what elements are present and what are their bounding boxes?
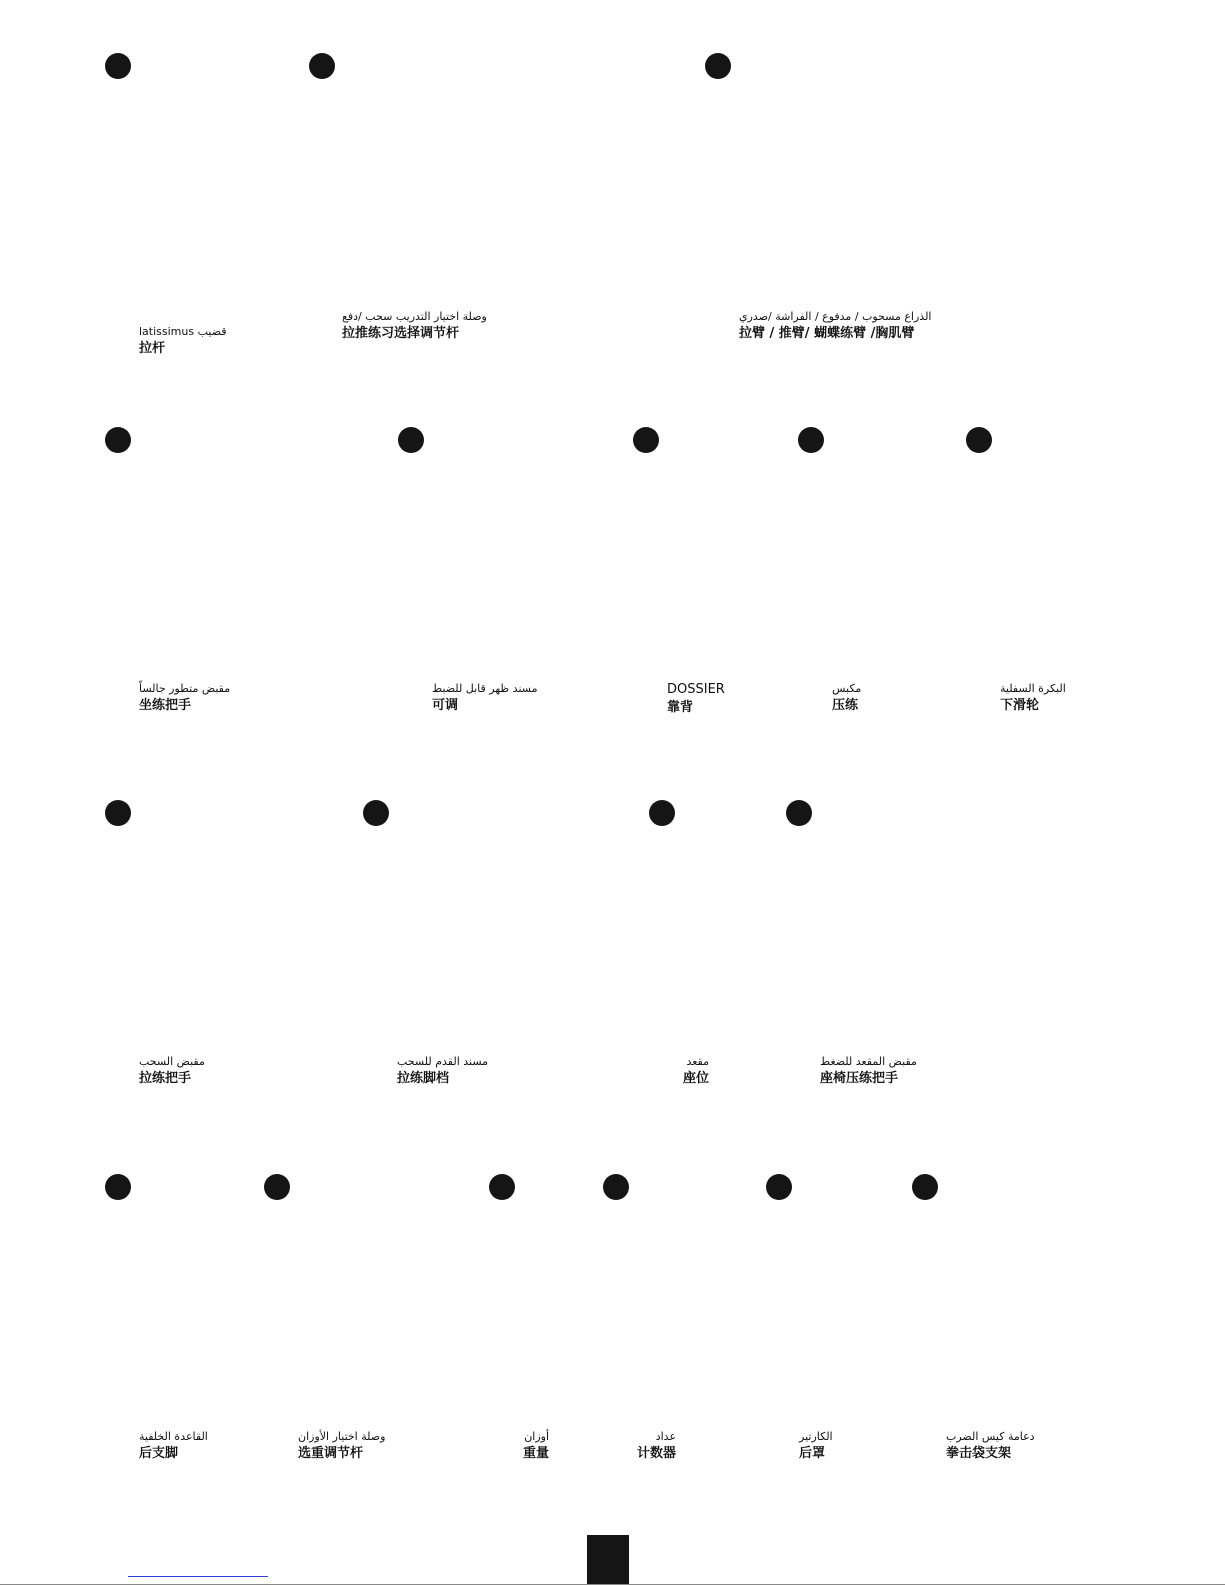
part-label-line1: الكارتير (799, 1430, 833, 1443)
part-marker-15 (489, 1174, 515, 1200)
part-label-line2: 坐练把手 (139, 697, 192, 713)
part-label-line1: مقبض السحب (139, 1055, 205, 1068)
part-label-line1: البكرة السفلية (1000, 682, 1066, 695)
part-label-7 (832, 682, 861, 714)
part-label-line2: 拉杆 (139, 340, 166, 356)
part-label-line1: مسند ظهر قابل للضبط (432, 682, 538, 695)
part-marker-12 (786, 800, 812, 826)
part-label-6 (667, 682, 725, 717)
part-marker-4 (105, 427, 131, 453)
part-label-16 (637, 1430, 676, 1462)
part-marker-16 (603, 1174, 629, 1200)
part-label-line1: عداد (655, 1430, 677, 1443)
part-label-line2: 计数器 (637, 1445, 677, 1461)
part-label-line1: وصلة اختيار الأوزان (298, 1430, 386, 1443)
part-marker-10 (363, 800, 389, 826)
part-marker-6 (633, 427, 659, 453)
part-label-line2: 选重调节杆 (298, 1445, 364, 1461)
part-marker-2 (309, 53, 335, 79)
part-label-4 (139, 682, 230, 714)
part-label-line2: 拉练把手 (139, 1070, 192, 1086)
part-label-line1: مكبس (832, 682, 862, 695)
part-label-10 (397, 1055, 488, 1087)
page-tab (587, 1535, 629, 1585)
part-label-1 (139, 325, 227, 357)
part-label-line2: 拉推练习选择调节杆 (342, 325, 460, 341)
part-label-line1: أوزان (524, 1430, 550, 1443)
part-marker-13 (105, 1174, 131, 1200)
part-label-line2: 后罩 (799, 1445, 826, 1461)
part-marker-7 (798, 427, 824, 453)
part-label-line2: 拉臂 / 推臂/ 蝴蝶练臂 /胸肌臂 (739, 325, 915, 341)
part-marker-3 (705, 53, 731, 79)
part-label-12 (820, 1055, 917, 1087)
part-label-18 (946, 1430, 1035, 1462)
part-label-14 (298, 1430, 385, 1462)
part-label-2 (342, 310, 487, 342)
part-marker-5 (398, 427, 424, 453)
part-label-line2: 后支脚 (139, 1445, 179, 1461)
part-label-17 (799, 1430, 833, 1462)
part-marker-17 (766, 1174, 792, 1200)
part-label-line1: مسند القدم للسحب (397, 1055, 489, 1068)
part-label-line2: 拳击袋支架 (946, 1445, 1012, 1461)
part-marker-11 (649, 800, 675, 826)
part-label-8 (1000, 682, 1066, 714)
part-label-line1: القاعدة الخلفية (139, 1430, 208, 1443)
part-label-line2: 座椅压练把手 (820, 1070, 899, 1086)
part-marker-1 (105, 53, 131, 79)
part-label-5 (432, 682, 537, 714)
part-marker-8 (966, 427, 992, 453)
part-label-9 (139, 1055, 205, 1087)
part-label-line1: مقعد (686, 1055, 710, 1068)
part-label-line2: 拉练脚档 (397, 1070, 450, 1086)
part-label-3 (739, 310, 931, 342)
part-label-line1: DOSSIER (667, 682, 725, 697)
part-marker-18 (912, 1174, 938, 1200)
part-label-line2: 压练 (832, 697, 859, 713)
part-label-line1: الذراع مسحوب / مدفوع / الفراشة /صدري (739, 310, 932, 323)
part-label-15 (523, 1430, 549, 1462)
part-label-line1: latissimus قضيب (139, 325, 227, 338)
part-label-line2: 下滑轮 (1000, 697, 1040, 713)
part-label-11 (683, 1055, 709, 1087)
part-label-line1: دعامة كيس الضرب (946, 1430, 1035, 1443)
part-label-line2: 重量 (523, 1445, 550, 1461)
part-label-line1: وصلة اختيار التدريب سحب /دفع (342, 310, 487, 323)
part-marker-14 (264, 1174, 290, 1200)
part-label-line2: 座位 (683, 1070, 710, 1086)
part-label-line2: 可调 (432, 697, 459, 713)
part-label-13 (139, 1430, 208, 1462)
part-label-line2: 靠背 (667, 700, 694, 716)
part-marker-9 (105, 800, 131, 826)
footer-link-underline[interactable] (128, 1576, 268, 1577)
part-label-line1: مقبض المقعد للضغط (820, 1055, 917, 1068)
part-label-line1: مقبض متطور جالساً (139, 682, 231, 695)
